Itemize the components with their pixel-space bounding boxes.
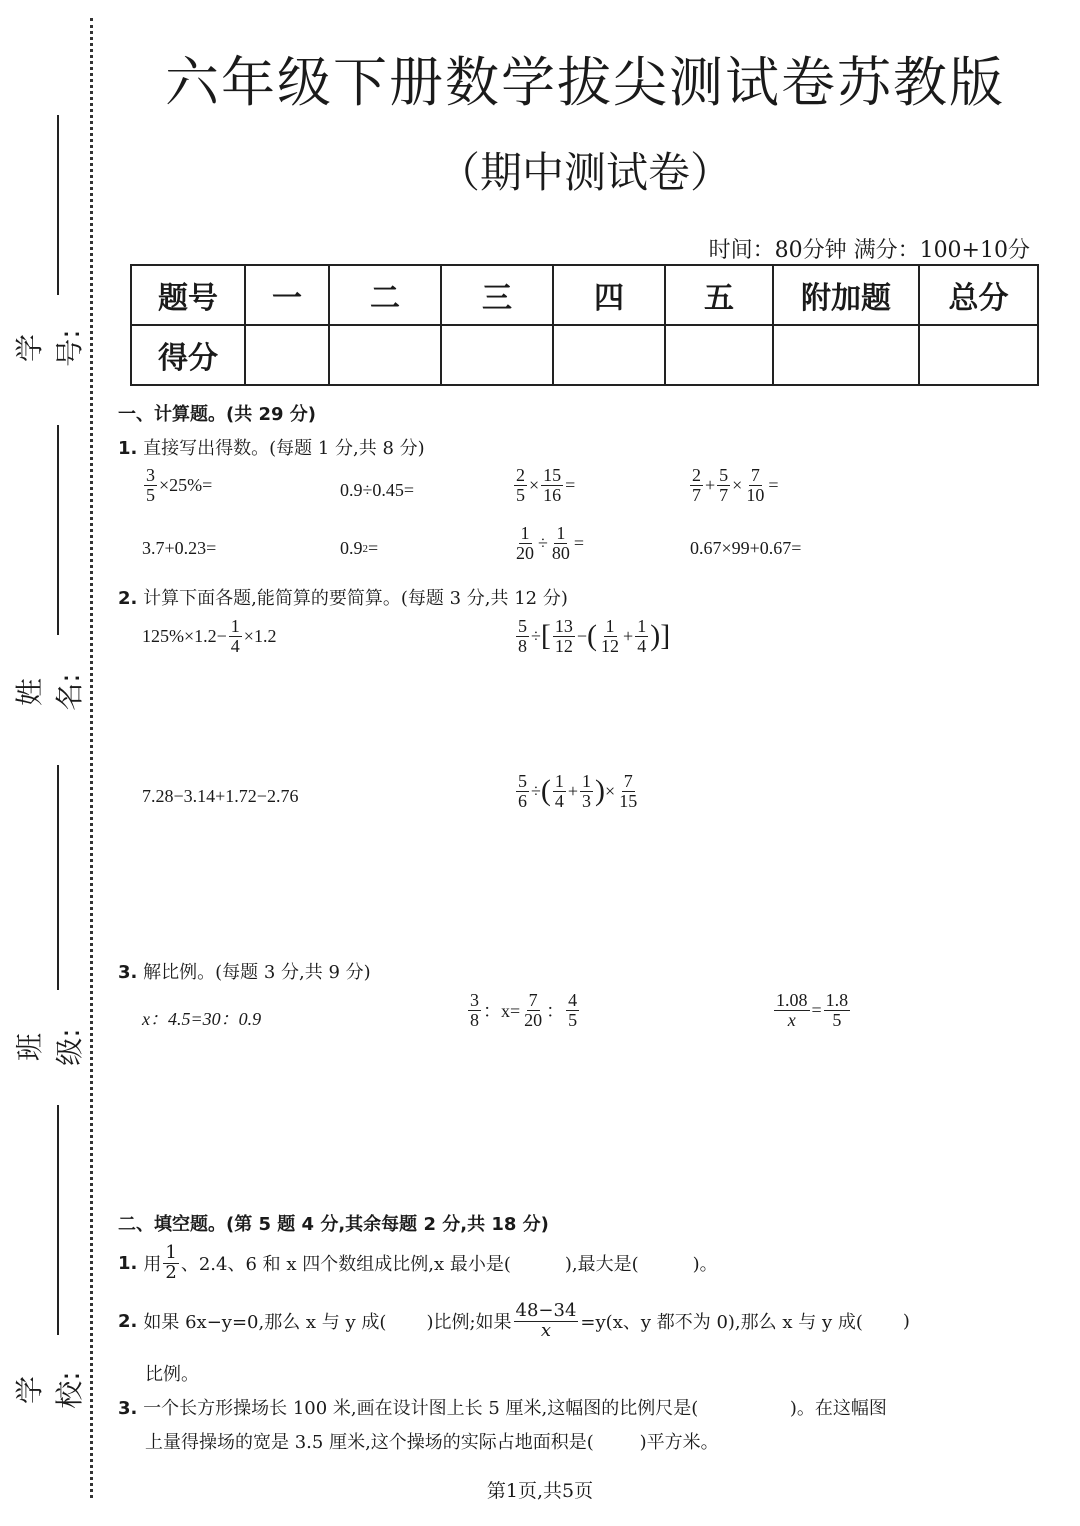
left-bracket: [	[540, 619, 551, 653]
score-row-label: 得分	[131, 325, 245, 385]
left-paren: (	[540, 774, 551, 808]
fraction	[580, 772, 593, 811]
numerator: 3	[146, 465, 155, 485]
fraction	[566, 991, 579, 1030]
s1-q1-expr-2: 0.9÷0.45=	[340, 480, 415, 500]
s2-q1-mid: ),最大是(	[564, 1254, 639, 1276]
numerator: 2	[516, 465, 525, 485]
operator: ×	[529, 474, 540, 495]
class-label: 班级:	[13, 1028, 86, 1066]
operator: −	[576, 625, 588, 646]
score-header-cell: 总分	[919, 265, 1038, 325]
right-bracket: ]	[660, 619, 671, 653]
fraction	[522, 991, 544, 1030]
fraction	[744, 466, 766, 505]
fraction	[541, 466, 563, 505]
s2-q3-number: 3.	[118, 1398, 138, 1419]
equals-sign: =	[768, 474, 779, 495]
s1-q1-text: 直接写出得数。(每题 1 分,共 8 分)	[143, 438, 425, 459]
score-cell[interactable]	[553, 325, 665, 385]
right-paren: )	[650, 619, 661, 653]
score-header-cell: 四	[553, 265, 665, 325]
denominator: 6	[518, 790, 527, 811]
fraction	[635, 617, 648, 656]
s2-q1-post: 、2.4、6 和 x 四个数组成比例,x 最小是(	[180, 1254, 511, 1276]
fraction	[717, 466, 730, 505]
fraction	[514, 524, 536, 563]
numerator: 1	[165, 1242, 177, 1263]
numerator: 2	[692, 465, 701, 485]
numerator: 1	[520, 523, 530, 543]
score-header-cell: 附加题	[773, 265, 919, 325]
operator: ÷	[531, 625, 541, 646]
numerator: 48−34	[515, 1300, 577, 1321]
power-base: 0.9	[340, 538, 363, 558]
operator: +	[705, 474, 716, 495]
numerator: 1	[637, 616, 647, 636]
equals-sign: =	[811, 999, 822, 1020]
score-table-header-row	[131, 265, 1038, 325]
denominator: 15	[619, 790, 638, 811]
equals-sign: =	[573, 532, 585, 553]
name-label: 姓名:	[13, 673, 86, 711]
denominator: 4	[554, 790, 564, 811]
fraction	[599, 617, 621, 656]
s2-q2	[118, 1302, 910, 1341]
s2-q3-line1: 一个长方形操场长 100 米,画在设计图上长 5 厘米,这幅图的比例尺是( )。在这幅图	[143, 1398, 887, 1419]
operator: ×	[732, 474, 743, 495]
numerator: 1	[556, 523, 566, 543]
numerator: 5	[518, 771, 527, 791]
fraction	[553, 617, 575, 656]
fraction	[617, 772, 639, 811]
fraction	[824, 991, 851, 1030]
equals-sign: =	[565, 474, 576, 495]
fraction	[550, 524, 572, 563]
expr-tail: ×1.2	[243, 625, 277, 646]
score-header-cell: 三	[441, 265, 553, 325]
s2-q1-pre: 用	[143, 1254, 162, 1276]
s1-q1-expr-7	[512, 524, 584, 563]
power-exponent: 2	[362, 542, 368, 555]
score-cell[interactable]	[919, 325, 1038, 385]
score-cell[interactable]	[773, 325, 919, 385]
student-id-label: 学号:	[13, 329, 86, 367]
denominator: 5	[832, 1009, 842, 1030]
s2-q2-pre: 如果 6x−y=0,那么 x 与 y 成(	[143, 1312, 387, 1334]
score-header-cell: 题号	[131, 265, 245, 325]
denominator: 7	[692, 484, 701, 505]
denominator: 7	[719, 484, 729, 505]
fraction	[516, 772, 529, 811]
fraction	[553, 772, 566, 811]
time-score-info: 时间：80分钟 满分：100+10分	[708, 238, 1030, 263]
score-cell[interactable]	[665, 325, 773, 385]
denominator: 4	[637, 635, 647, 656]
numerator: 7	[528, 990, 538, 1010]
s1-q2-expr-b	[514, 617, 670, 656]
denominator: 20	[516, 542, 534, 563]
fraction	[514, 1302, 579, 1341]
numerator: 1	[554, 771, 564, 791]
s2-q3	[118, 1394, 887, 1420]
s1-q1-number: 1.	[118, 438, 138, 459]
denominator: 3	[582, 790, 592, 811]
numerator: 13	[554, 616, 573, 636]
numerator: 4	[568, 990, 578, 1010]
name-line	[57, 425, 59, 635]
numerator: 3	[470, 990, 479, 1010]
expr-tail: ×25%=	[159, 474, 213, 495]
s1-q2-expr-a	[142, 617, 276, 656]
numerator: 7	[750, 465, 760, 485]
equals-sign: =	[368, 538, 379, 558]
numerator: 5	[719, 465, 729, 485]
student-id-line	[57, 115, 59, 295]
fraction	[690, 466, 703, 505]
s1-q1-expr-8: 0.67×99+0.67=	[690, 538, 802, 558]
s1-q3-expr-a: x：4.5=30：0.9	[142, 1009, 262, 1029]
score-header-cell: 二	[329, 265, 441, 325]
numerator: 1	[605, 616, 615, 636]
numerator: 1.8	[825, 990, 849, 1010]
denominator: x	[540, 1319, 552, 1341]
numerator: 5	[518, 616, 527, 636]
expr-mid: ：x=	[483, 1001, 521, 1022]
score-cell[interactable]	[441, 325, 553, 385]
page-subtitle: （期中测试卷）	[437, 148, 732, 197]
numerator: 1.08	[776, 990, 808, 1010]
score-header-cell: 一	[245, 265, 329, 325]
score-table-score-row	[131, 325, 1038, 385]
class-line	[57, 765, 59, 990]
operator: ×	[605, 780, 616, 801]
s1-q3-number: 3.	[118, 962, 138, 983]
s2-q2-mid: )比例;如果	[426, 1312, 512, 1334]
s1-q2-prompt	[118, 584, 568, 610]
fraction	[514, 466, 527, 505]
s2-q2-post: =y(x、y 都不为 0),那么 x 与 y 成(	[580, 1312, 863, 1334]
s1-q1-expr-1	[142, 466, 212, 505]
right-paren: )	[595, 774, 606, 808]
numerator: 1	[582, 771, 592, 791]
s2-q2-number: 2.	[118, 1310, 138, 1332]
operator: +	[567, 780, 579, 801]
denominator: 4	[230, 635, 240, 656]
section2-title: 二、填空题。(第 5 题 4 分,其余每题 2 分,共 18 分)	[118, 1214, 549, 1235]
s1-q2-number: 2.	[118, 588, 138, 609]
fraction	[774, 991, 810, 1030]
denominator: 2	[165, 1261, 177, 1283]
s2-q1-end: )。	[692, 1254, 718, 1276]
ratio-colon: ：	[546, 1001, 565, 1022]
fraction	[229, 617, 242, 656]
s2-q2-end: )	[902, 1310, 910, 1332]
fraction	[144, 466, 157, 505]
operator: +	[623, 625, 634, 646]
s1-q1-prompt	[118, 434, 425, 460]
s1-q1-expr-3	[512, 466, 575, 505]
s1-q3-expr-b	[466, 991, 581, 1030]
binding-dotted-line	[90, 18, 93, 1498]
s2-q1	[118, 1244, 718, 1283]
page-title: 六年级下册数学拔尖测试卷苏教版	[165, 51, 1005, 114]
denominator: 12	[601, 635, 620, 656]
denominator: 5	[146, 484, 155, 505]
left-paren: (	[587, 619, 598, 653]
s2-q3-line2: 上量得操场的宽是 3.5 厘米,这个操场的实际占地面积是( )平方米。	[145, 1432, 719, 1453]
denominator: 10	[746, 484, 765, 505]
school-line	[57, 1105, 59, 1335]
numerator: 7	[623, 771, 633, 791]
section1-title: 一、计算题。(共 29 分)	[118, 404, 317, 425]
denominator: 80	[551, 542, 570, 563]
fraction	[516, 617, 529, 656]
s1-q1-expr-5: 3.7+0.23=	[142, 538, 217, 558]
denominator: 16	[543, 484, 562, 505]
s1-q3-expr-c	[772, 991, 852, 1030]
operator: ÷	[538, 532, 548, 553]
denominator: x	[787, 1009, 796, 1030]
score-cell[interactable]	[329, 325, 441, 385]
page-footer: 第1页,共5页	[486, 1480, 594, 1502]
denominator: 12	[554, 635, 573, 656]
s1-q2-text: 计算下面各题,能简算的要简算。(每题 3 分,共 12 分)	[143, 588, 568, 609]
fraction	[468, 991, 481, 1030]
s1-q3-text: 解比例。(每题 3 分,共 9 分)	[143, 962, 371, 983]
s1-q3-prompt	[118, 958, 371, 984]
school-label: 学校:	[13, 1371, 86, 1409]
s1-q2-expr-d	[514, 772, 641, 811]
s1-q2-expr-c: 7.28−3.14+1.72−2.76	[142, 786, 299, 806]
s2-q2-line2: 比例。	[145, 1364, 199, 1385]
score-cell[interactable]	[245, 325, 329, 385]
s1-q1-expr-4	[688, 466, 778, 505]
denominator: 20	[524, 1009, 543, 1030]
fraction	[163, 1244, 178, 1283]
numerator: 15	[543, 465, 562, 485]
denominator: 8	[518, 635, 527, 656]
operator: ÷	[531, 780, 541, 801]
s1-q1-expr-6	[340, 538, 378, 559]
score-header-cell: 五	[665, 265, 773, 325]
s2-q1-number: 1.	[118, 1252, 138, 1274]
denominator: 5	[516, 484, 525, 505]
score-table	[130, 264, 1039, 386]
numerator: 1	[230, 616, 240, 636]
expr-head: 125%×1.2−	[142, 625, 227, 646]
denominator: 5	[568, 1009, 578, 1030]
denominator: 8	[470, 1009, 479, 1030]
